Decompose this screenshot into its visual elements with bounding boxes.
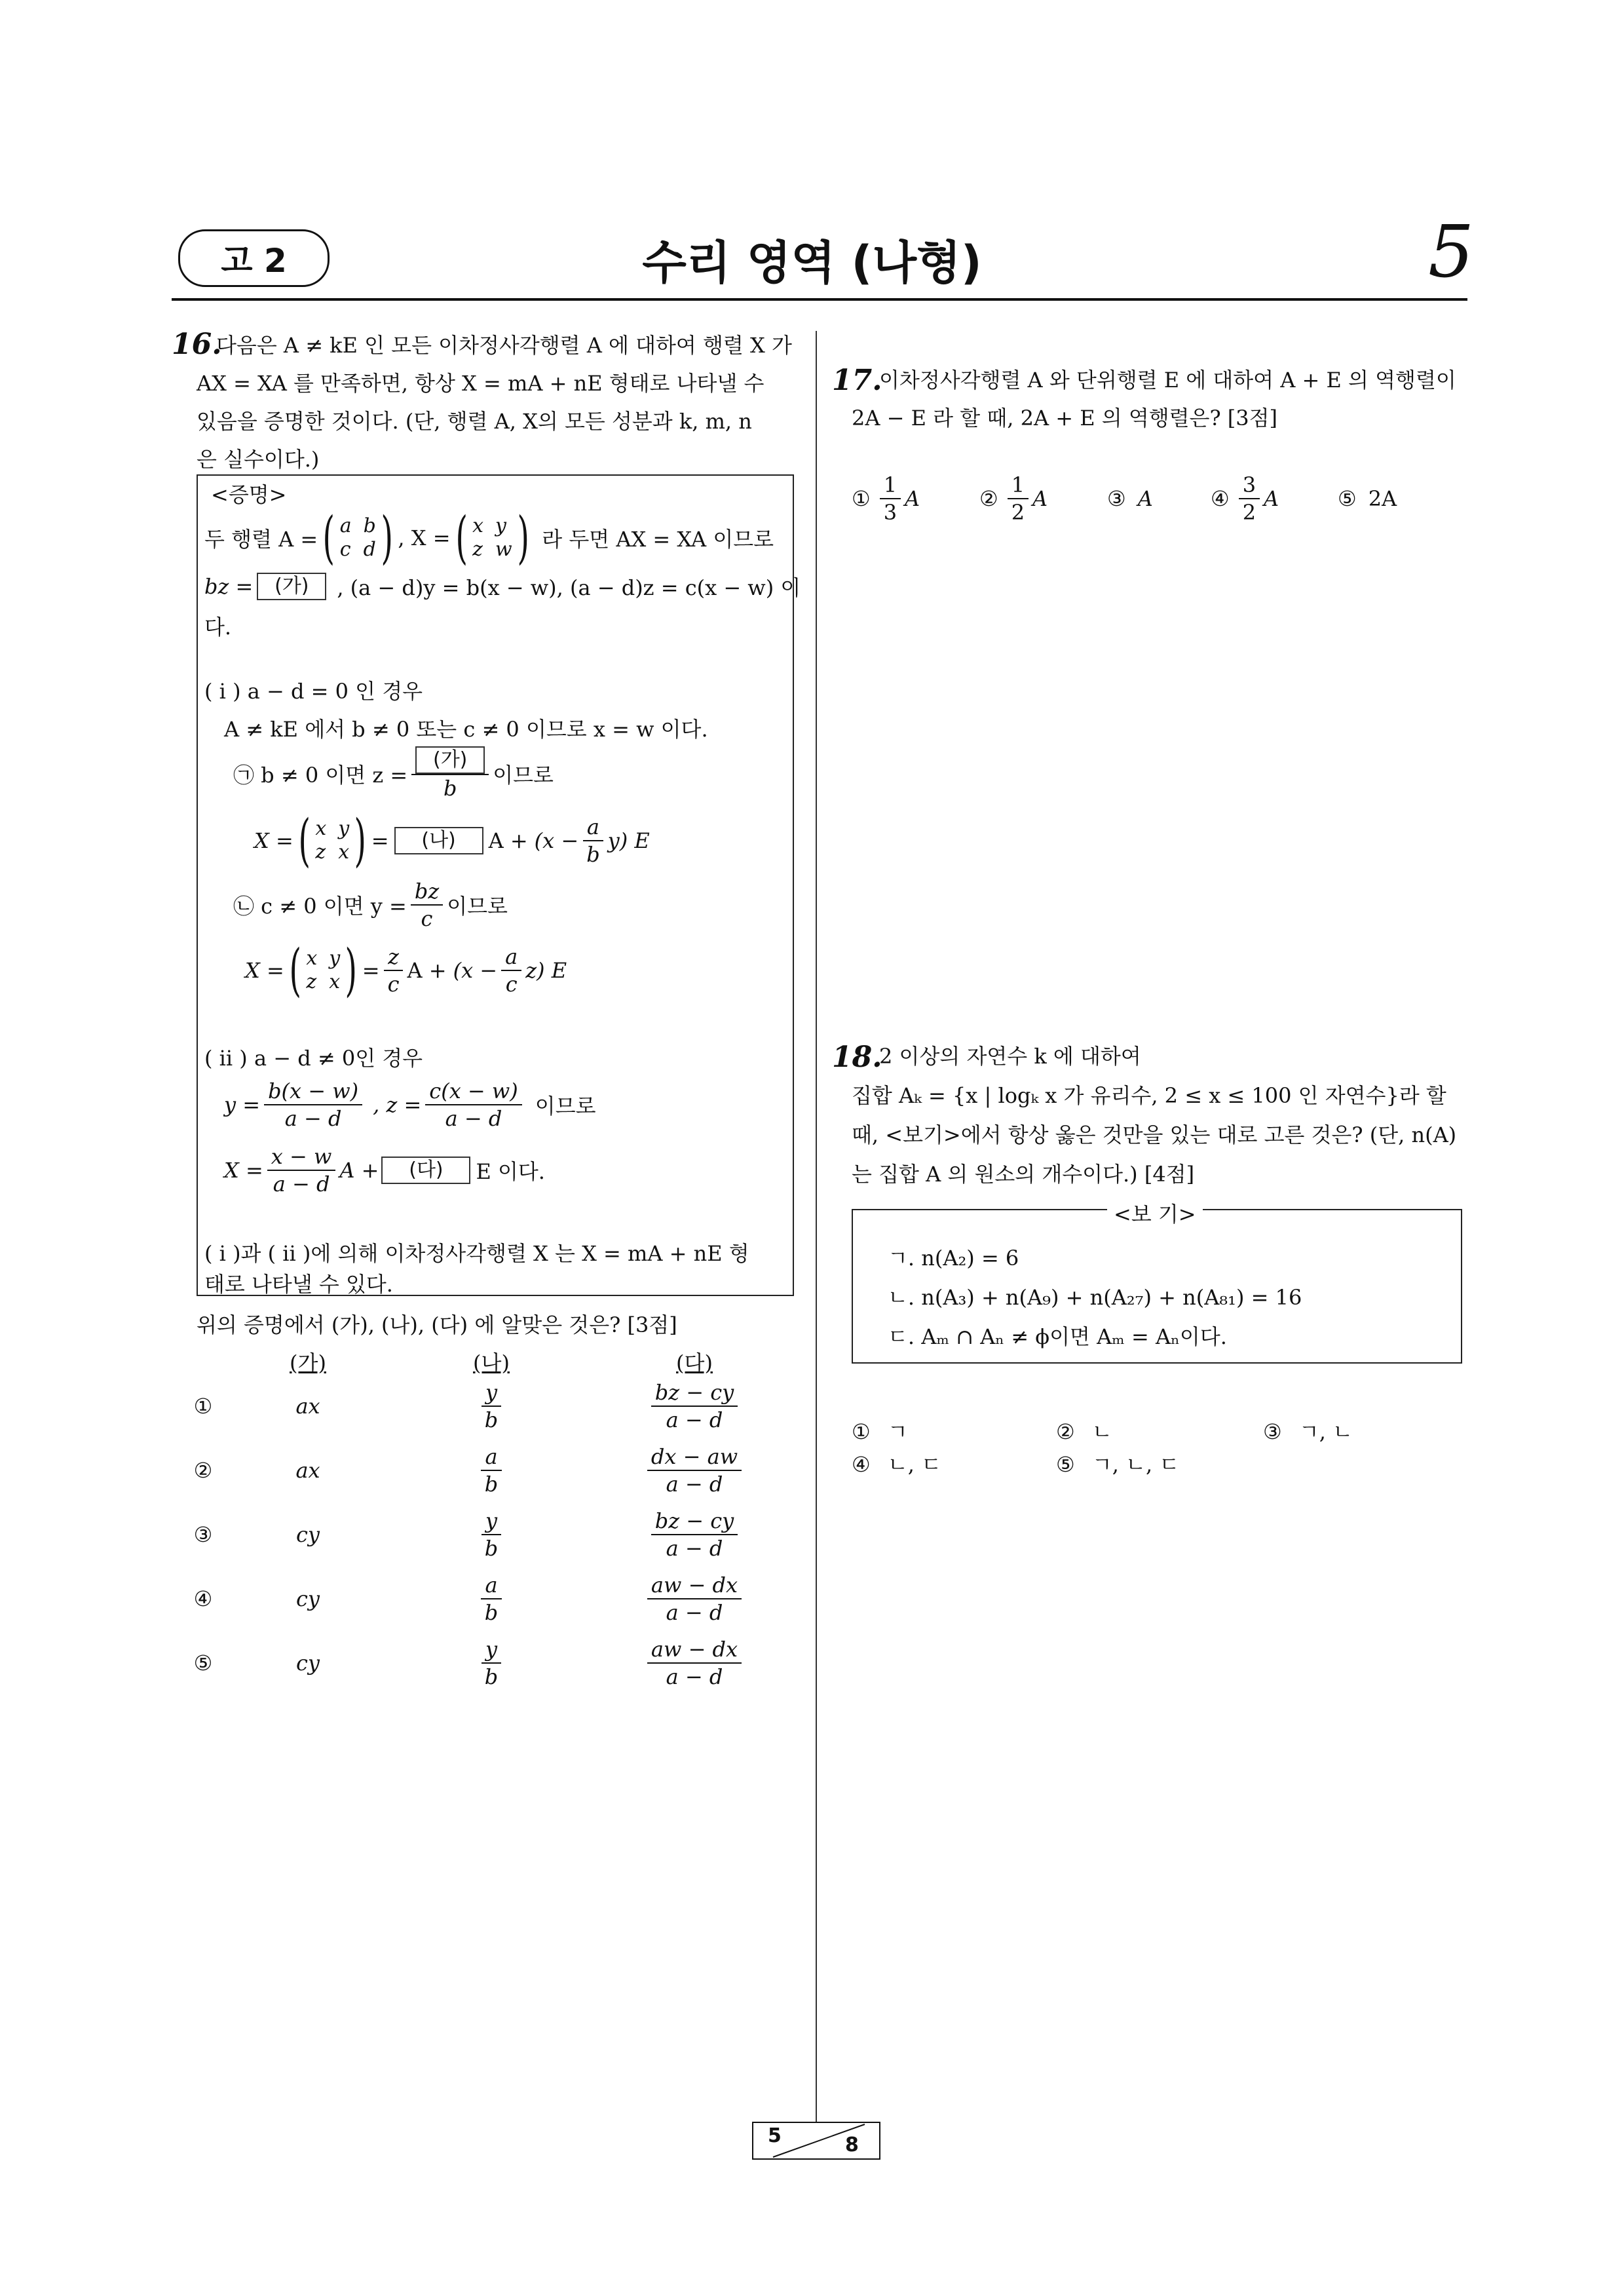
proof-eq-rest: , (a − d)y = b(x − w), (a − d)z = c(x − w) 이 [337, 575, 801, 600]
case2-X-line [224, 1143, 545, 1197]
option-na-num: y [482, 1636, 501, 1664]
case1b-X-prefix: X = [245, 958, 284, 983]
case1b-X-fraction [384, 944, 404, 997]
q18-option-3[interactable] [1263, 1415, 1353, 1445]
case1a-X-frac-num: a [583, 814, 603, 841]
case1b-X-line: X = ( x y z x ) = $\frac{z}{c}$ A + (x − $\frac{a}{c}$ z) E [245, 938, 567, 1003]
option-marker: ④ [193, 1586, 213, 1611]
case1a-line [233, 746, 554, 801]
option-text: ㄱ [887, 1419, 908, 1444]
matrix-A-cell: d [363, 538, 376, 561]
option-marker: ① [852, 1419, 871, 1444]
option-na-num: y [482, 1379, 501, 1407]
case1a-X-fraction [582, 814, 603, 868]
option-num: 1 [880, 472, 901, 499]
proof-eq-line [204, 571, 801, 602]
case1b-num: bz [411, 878, 443, 906]
matrix-X2-cell: y [329, 947, 341, 970]
option-tail: 2A [1368, 486, 1397, 511]
q18-option-5[interactable] [1056, 1448, 1179, 1478]
q17-option-2[interactable] [979, 472, 1048, 526]
q16-number: 16. [172, 328, 222, 361]
q18-stem-line2: 집합 Aₖ = {x | logₖ x 가 유리수, 2 ≤ x ≤ 100 인 자연수}라 할 [852, 1083, 1446, 1108]
case1b-X-paren-close: z) E [525, 958, 567, 983]
q18-stem-line1: 2 이상의 자연수 k 에 대하여 [879, 1044, 1141, 1069]
case1a-fraction [411, 746, 489, 801]
case1b-suffix: 이므로 [447, 894, 508, 919]
q16-stem-line3: 있음을 증명한 것이다. (단, 행렬 A, X의 모든 성분과 k, m, n [197, 409, 752, 434]
option-den: 3 [883, 500, 897, 525]
option-na-den: b [484, 1536, 499, 1561]
case1b-X-paren-open: (x − [453, 958, 498, 983]
matrix-X2-cell: x [306, 947, 318, 970]
option-text: ㄱ, ㄴ [1298, 1419, 1353, 1444]
option-marker: ② [979, 486, 998, 511]
matrix-X1-cell: z [315, 841, 326, 864]
case2-yz-line [224, 1078, 596, 1132]
option-text: ㄴ, ㄷ [887, 1452, 942, 1477]
case1a-prefix: ㉠ b ≠ 0 이면 z = [233, 762, 408, 788]
blank-ga: (가) [257, 573, 326, 600]
case2-y-fraction [264, 1078, 362, 1132]
case1a-den: b [443, 776, 457, 801]
case2-X-mid: A + [339, 1158, 379, 1183]
bogi-item-1: ㄱ. n(A₂) = 6 [888, 1246, 1019, 1271]
q17-stem-line2: 2A − E 라 할 때, 2A + E 의 역행렬은? [3점] [852, 406, 1278, 430]
option-da-den: a − d [666, 1536, 723, 1561]
page-counter [752, 2122, 880, 2160]
conclusion-line2: 태로 나타낼 수 있다. [204, 1272, 393, 1297]
matrix-X2-cell: z [306, 970, 317, 993]
bogi-title: <보 기> [1107, 1198, 1203, 1228]
option-da-den: a − d [666, 1600, 723, 1625]
case1a-X-prefix: X = [254, 828, 293, 853]
proof-eq-bz: bz = [204, 574, 254, 599]
option-da-num: bz − cy [651, 1379, 738, 1407]
option-da-num: bz − cy [651, 1508, 738, 1535]
q17-option-3[interactable] [1107, 486, 1153, 511]
proof-intro-mid: , X = [398, 526, 451, 550]
option-da-den: a − d [666, 1664, 723, 1689]
current-page: 5 [768, 2124, 782, 2147]
matrix-X: ( x y z w ) [455, 505, 529, 571]
q17-stem-line1: 이차정사각행렬 A 와 단위행렬 E 에 대하여 A + E 의 역행렬이 [879, 368, 1456, 392]
case2-z: , z = [373, 1092, 422, 1117]
case1b-X-mid: A + [407, 958, 447, 983]
matrix-X-cell: z [472, 538, 483, 561]
option-da-num: dx − aw [647, 1444, 742, 1471]
option-marker: ⑤ [1056, 1452, 1075, 1477]
option-tail: A [1032, 486, 1048, 511]
case1-line: A ≠ kE 에서 b ≠ 0 또는 c ≠ 0 이므로 x = w 이다. [224, 717, 708, 742]
case1a-X-frac-den: b [586, 842, 600, 867]
case2-z-den: a − d [445, 1106, 502, 1131]
option-marker: ① [193, 1394, 213, 1419]
q16-stem-line4: 은 실수이다.) [197, 447, 320, 472]
option-na-den: b [484, 1407, 499, 1432]
case1a-X-paren-close: y) E [607, 828, 650, 853]
option-marker: ⑤ [193, 1651, 213, 1675]
case2-suffix: 이므로 [535, 1094, 596, 1119]
q18-option-2[interactable] [1056, 1415, 1112, 1445]
matrix-X-cell: x [472, 514, 484, 537]
option-marker: ① [852, 486, 871, 511]
option-na-den: b [484, 1664, 499, 1689]
q18-stem-line3: 때, <보기>에서 항상 옳은 것만을 있는 대로 고른 것은? (단, n(A) [852, 1122, 1457, 1147]
proof-intro-suffix: 라 두면 AX = XA 이므로 [542, 527, 774, 552]
case2-X: X = [224, 1158, 263, 1183]
option-na-den: b [484, 1600, 499, 1625]
column-divider [816, 331, 817, 2123]
q17-option-5[interactable] [1338, 486, 1397, 511]
total-pages: 8 [845, 2133, 859, 2156]
q17-number: 17. [832, 364, 882, 397]
col-header-na: (나) [473, 1350, 510, 1375]
case1b-line [233, 878, 508, 932]
blank-ga-fraction: (가) [415, 746, 485, 774]
q16-stem-line1: 다음은 A ≠ kE 인 모든 이차정사각행렬 A 에 대하여 행렬 X 가 [216, 333, 792, 358]
case1b-prefix: ㉡ c ≠ 0 이면 y = [233, 894, 407, 919]
q16-question: 위의 증명에서 (가), (나), (다) 에 알맞은 것은? [3점] [197, 1312, 677, 1337]
matrix-X-cell: w [495, 538, 512, 561]
option-marker: ⑤ [1338, 486, 1357, 511]
case2-X-den: a − d [273, 1172, 330, 1196]
case1a-X-paren-open: (x − [534, 828, 579, 853]
option-text: ㄱ, ㄴ, ㄷ [1091, 1452, 1180, 1477]
matrix-A-cell: a [339, 514, 352, 537]
page-number: 5 [1428, 210, 1474, 294]
option-ga: ax [295, 1458, 320, 1483]
q18-number: 18. [832, 1041, 882, 1074]
case1b-X-frac-num: a [501, 944, 521, 971]
option-den: 2 [1011, 500, 1025, 525]
grade-badge-label: 고 2 [221, 242, 287, 280]
case1b-X-fraction2 [501, 944, 521, 997]
q17-option-4[interactable] [1211, 472, 1279, 526]
case1a-suffix: 이므로 [493, 762, 554, 788]
bogi-item-3: ㄷ. Aₘ ∩ Aₙ ≠ ϕ이면 Aₘ = Aₙ이다. [888, 1324, 1227, 1349]
q17-options [852, 472, 1441, 537]
matrix-A: ( a b c d ) [322, 505, 393, 571]
matrix-X1-cell: y [338, 817, 350, 840]
matrix-X-cell: y [495, 514, 506, 537]
matrix-A-cell: c [339, 538, 351, 561]
option-marker: ② [1056, 1419, 1075, 1444]
case2-z-num: c(x − w) [425, 1078, 521, 1105]
option-ga: cy [296, 1586, 320, 1611]
option-da-num: aw − dx [647, 1636, 742, 1664]
case1a-X-mid: A + [488, 828, 528, 853]
col-header-da: (다) [676, 1350, 713, 1375]
case2-X-fraction [267, 1143, 336, 1197]
bogi-item-2: ㄴ. n(A₃) + n(A₉) + n(A₂₇) + n(A₈₁) = 16 [888, 1285, 1302, 1310]
option-na-num: a [481, 1444, 501, 1471]
case2-y-den: a − d [284, 1106, 342, 1131]
case1-title: ( i ) a − d = 0 인 경우 [204, 679, 423, 704]
case1b-den: c [421, 906, 433, 931]
case1b-frac-den: c [387, 972, 400, 997]
header-rule [172, 298, 1467, 301]
case1b-frac-num: z [384, 944, 403, 971]
option-da-den: a − d [666, 1472, 723, 1497]
option-ga: cy [296, 1522, 320, 1547]
option-marker: ③ [1263, 1419, 1282, 1444]
option-text: ㄴ [1091, 1419, 1112, 1444]
option-ga: ax [295, 1394, 320, 1419]
proof-intro-prefix: 두 행렬 A = [204, 527, 318, 552]
case2-y-num: b(x − w) [264, 1078, 362, 1105]
page-title: 수리 영역 (나형) [642, 236, 982, 290]
matrix-X2-cell: x [329, 970, 341, 993]
matrix-A-cell: b [363, 514, 376, 537]
option-na-num: a [481, 1572, 501, 1599]
option-marker: ④ [1211, 486, 1230, 511]
matrix-X1-cell: x [315, 817, 327, 840]
option-na-den: b [484, 1472, 499, 1497]
option-na-num: y [482, 1508, 501, 1535]
q18-option-4[interactable] [852, 1448, 941, 1478]
case2-y: y = [224, 1092, 261, 1117]
matrix-X2: ( x y z x ) [289, 938, 358, 1003]
case2-z-fraction [425, 1078, 521, 1132]
case1b-X-frac-den: c [505, 972, 518, 997]
option-tail: A [1137, 486, 1153, 511]
option-tail: A [905, 486, 920, 511]
blank-da: (다) [381, 1157, 470, 1184]
proof-eq-end: 다. [204, 615, 232, 640]
option-ga: cy [296, 1651, 320, 1675]
proof-heading: <증명> [211, 482, 287, 507]
case2-X-num: x − w [267, 1143, 336, 1171]
q16-stem-line2: AX = XA 를 만족하면, 항상 X = mA + nE 형태로 나타낼 수 [197, 371, 765, 396]
option-num: 1 [1008, 472, 1029, 499]
option-tail: A [1264, 486, 1279, 511]
conclusion-line1: ( i )과 ( ii )에 의해 이차정사각행렬 X 는 X = mA + nE 형 [204, 1241, 749, 1266]
option-marker: ④ [852, 1452, 871, 1477]
matrix-X1: ( x y z x ) [298, 808, 367, 873]
case1b-fraction [411, 878, 443, 932]
option-da-den: a − d [666, 1407, 723, 1432]
q17-option-1[interactable] [852, 472, 920, 526]
q18-option-1[interactable] [852, 1415, 908, 1445]
option-den: 2 [1242, 500, 1256, 525]
col-header-ga: (가) [290, 1350, 326, 1375]
blank-na: (나) [394, 827, 483, 854]
option-marker: ② [193, 1458, 213, 1483]
option-marker: ③ [1107, 486, 1126, 511]
case2-title: ( ii ) a − d ≠ 0인 경우 [204, 1046, 423, 1071]
option-num: 3 [1239, 472, 1260, 499]
proof-intro [204, 505, 774, 571]
q18-stem-line4: 는 집합 A 의 원소의 개수이다.) [4점] [852, 1162, 1195, 1187]
matrix-X1-cell: x [338, 841, 350, 864]
option-da-num: aw − dx [647, 1572, 742, 1599]
case1a-X-line: X = ( x y z x ) = (나) A + (x − $\frac{a}{b}$ y) E [254, 808, 650, 873]
option-marker: ③ [193, 1522, 213, 1547]
case2-X-end: E 이다. [476, 1159, 545, 1184]
